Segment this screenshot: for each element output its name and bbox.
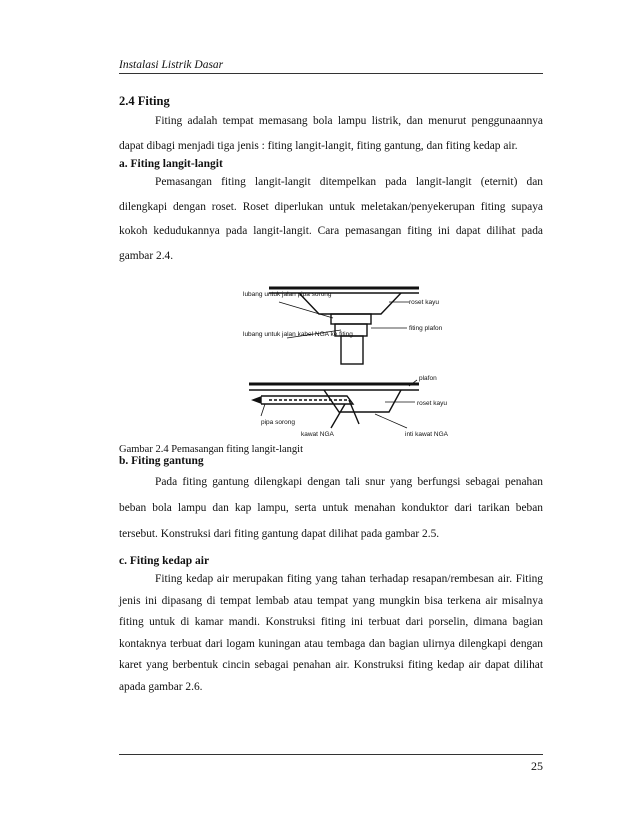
subsection-a-body: Pemasangan fiting langit-langit ditempelkan pada langit-langit (eternit) dan dilengkapi dengan roset. Roset diperlukan untuk meletakan/penyekerupan fiting supaya kokoh kedudukannya pada langit-langit. Cara pemasangan fiting ini dapat dilihat pada gambar 2.4. [119,176,543,262]
label-hole-cable: lubang untuk jalan kabel NGA ke fiting [243,331,353,338]
figure-fiting-langit-langit [119,284,543,444]
leader-pipa-sorong [261,404,265,416]
label-inti-kawat-nga: inti kawat NGA [405,431,448,438]
ceiling-fitting-diagram [119,284,543,444]
wire-end-left [331,404,345,428]
label-kawat-nga: kawat NGA [301,431,334,438]
fitting-socket [341,336,363,364]
leader-hole-pipe [279,302,333,318]
pipe-arrow [253,397,261,403]
section-title: 2.4 Fiting [119,94,170,108]
label-roset-kayu-bottom: roset kayu [417,400,447,407]
subsection-a-title: a. Fiting langit-langit [119,158,223,170]
page-number: 25 [531,759,543,773]
label-hole-pipe: lubang untuk jalan pipa sorong [243,291,332,298]
subsection-b-body: Pada fiting gantung dilengkapi dengan tali snur yang berfungsi sebagai penahan beban bola lampu dan kap lampu, serta untuk menahan konduktor dari tarikan beban tersebut. Konstruksi dari fiting gantung dapat dilihat pada gambar 2.5. [119,476,543,540]
label-pipa-sorong: pipa sorong [261,419,295,426]
label-fiting-plafon: fiting plafon [409,325,443,332]
roset-section [324,390,401,412]
figure-caption: Gambar 2.4 Pemasangan fiting langit-langit [119,444,303,455]
subsection-c-body: Fiting kedap air merupakan fiting yang tahan terhadap resapan/rembesan air. Fiting jenis ini dipasang di tempat lembab atau tempat yang mungkin bisa terkena air misalnya fiting untuk di kamar mandi. Konstruksi fiting ini terbuat dari porselin, dimana bagian kontaknya terbuat dari logam kuningan atau tembaga dan bagian ulirnya dilengkapi dengan karet yang berbentuk cincin sebagai penahan air. Konstruksi fiting kedap air dapat dilihat apada gambar 2.6. [119,573,543,693]
page-content [119,94,543,698]
subsection-c-title: c. Fiting kedap air [119,555,210,567]
fitting-base [331,314,371,324]
ceiling-diagram-top [269,288,419,364]
running-header: Instalasi Listrik Dasar [119,59,224,71]
section-intro: Fiting adalah tempat memasang bola lampu listrik, dan menurut penggunaannya dapat dibagi menjadi tiga jenis : fiting langit-langit, fiting gantung, dan fiting kedap air. [119,115,543,152]
footer-divider [119,754,543,755]
subsection-b-title: b. Fiting gantung [119,455,204,467]
label-plafon: plafon [419,375,437,382]
label-roset-kayu-top: roset kayu [409,299,439,306]
leader-inti-kawat [375,414,407,428]
header-divider [119,73,543,74]
